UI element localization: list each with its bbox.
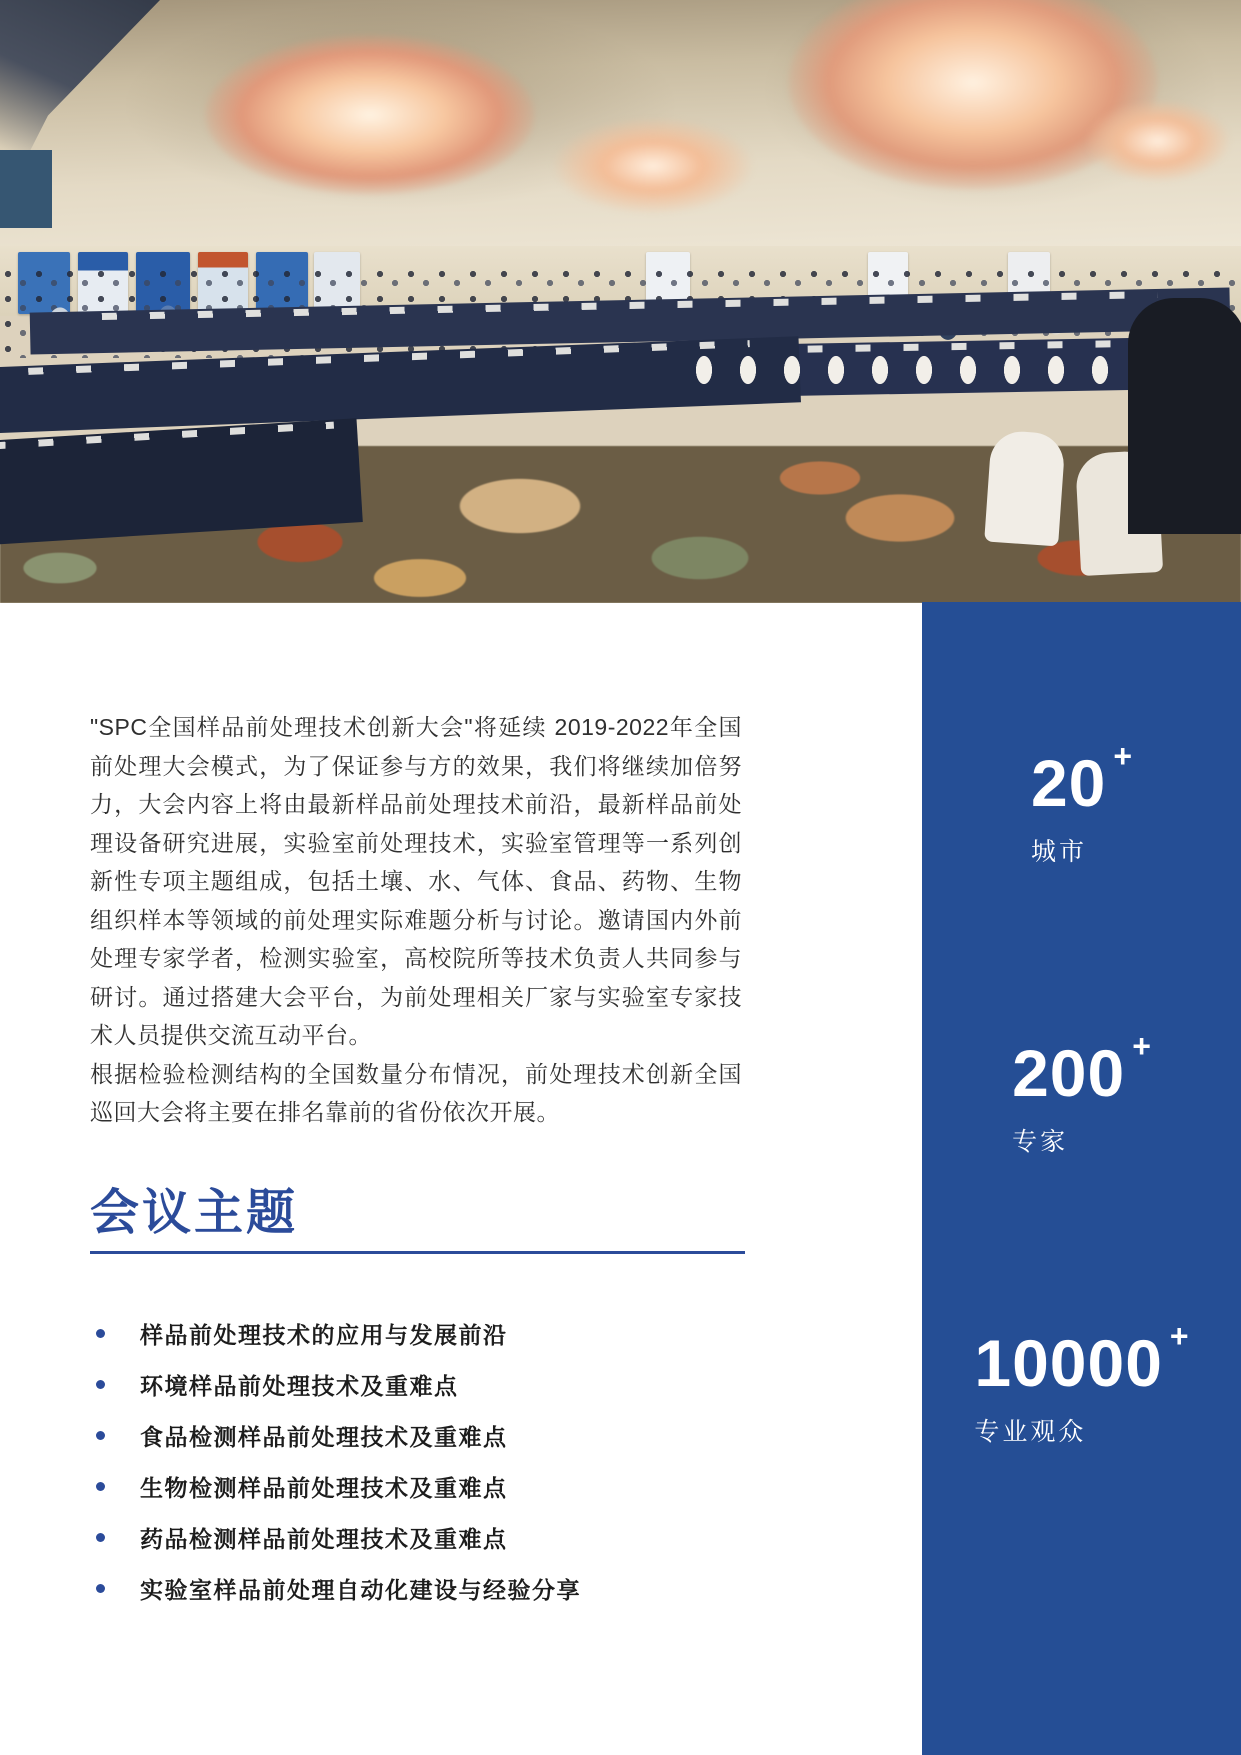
topic-label: 样品前处理技术的应用与发展前沿 [140, 1322, 508, 1348]
intro-text [90, 708, 742, 1132]
intro-paragraph-2: 根据检验检测结构的全国数量分布情况，前处理技术创新全国巡回大会将主要在排名靠前的省份依次开展。 [90, 1060, 742, 1125]
topic-item [90, 1563, 745, 1614]
stat-value [974, 1318, 1189, 1400]
side-screen [0, 150, 52, 228]
chandelier [205, 35, 535, 195]
topic-item [90, 1512, 745, 1563]
section-title: 会议主题 [90, 1186, 299, 1240]
stat-label: 专业观众 [974, 1418, 1087, 1446]
chandelier [1085, 100, 1230, 182]
bullet-dot-icon [96, 1329, 105, 1338]
topics-list [90, 1308, 745, 1614]
stat-inner [1030, 738, 1133, 868]
banquet-chair [984, 430, 1066, 547]
stat-plus-sign: + [1132, 1028, 1151, 1064]
stat-block-experts [922, 1028, 1241, 1158]
bullet-dot-icon [96, 1533, 105, 1542]
stat-block-cities [922, 738, 1241, 868]
topic-item [90, 1359, 745, 1410]
stat-number: 20 [1030, 746, 1107, 820]
stat-value [1030, 738, 1133, 820]
title-underline [90, 1251, 745, 1254]
chandelier [553, 118, 753, 214]
stat-number: 200 [1012, 1036, 1126, 1110]
topic-item [90, 1461, 745, 1512]
hero-photo [0, 0, 1241, 603]
stat-value [1012, 1028, 1151, 1110]
topic-label: 生物检测样品前处理技术及重难点 [140, 1475, 508, 1501]
topic-label: 药品检测样品前处理技术及重难点 [140, 1526, 508, 1552]
topic-label: 实验室样品前处理自动化建设与经验分享 [140, 1577, 581, 1603]
bullet-dot-icon [96, 1584, 105, 1593]
attendee-figure [1128, 298, 1241, 534]
stat-block-audience [922, 1318, 1241, 1448]
intro-paragraph-1: "SPC全国样品前处理技术创新大会"将延续 2019-2022年全国前处理大会模式，为了保证参与方的效果，我们将继续加倍努力，大会内容上将由最新样品前处理技术前沿，最新样品前处理设备研究进展，实验室前处理技术，实验室管理等一系列创新性专项主题组成，包括土壤、水、气体、食品、药物、生物组织样本等领域的前处理实际难题分析与讨论。邀请国内外前处理专家学者，检测实验室，高校院所等技术负责人共同参与研讨。通过搭建大会平台，为前处理相关厂家与实验室专家技术人员提供交流互动平台。 [90, 714, 742, 1048]
stat-label: 城市 [1030, 838, 1087, 866]
bullet-dot-icon [96, 1380, 105, 1389]
bullet-dot-icon [96, 1431, 105, 1440]
stat-plus-sign: + [1169, 1318, 1189, 1354]
stat-label: 专家 [1012, 1128, 1069, 1156]
stat-inner [1012, 1028, 1151, 1158]
topic-item [90, 1308, 745, 1359]
stat-number: 10000 [974, 1326, 1163, 1400]
topic-label: 环境样品前处理技术及重难点 [140, 1373, 459, 1399]
topic-label: 食品检测样品前处理技术及重难点 [140, 1424, 508, 1450]
bullet-dot-icon [96, 1482, 105, 1491]
white-chair-row [688, 352, 1118, 402]
stats-panel [922, 602, 1241, 1755]
stat-inner [974, 1318, 1189, 1448]
stat-plus-sign: + [1113, 738, 1133, 774]
topic-item [90, 1410, 745, 1461]
